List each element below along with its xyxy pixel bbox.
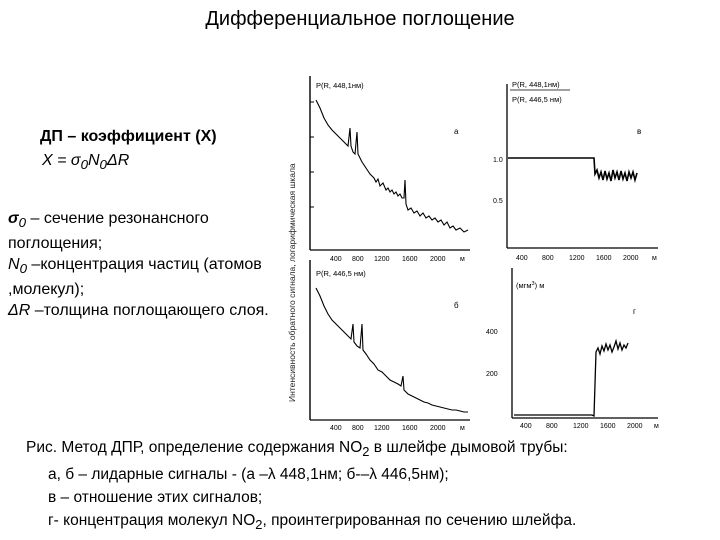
formula-sub: 0 <box>80 157 88 173</box>
x-tick: 400 <box>330 256 342 263</box>
panel-v-label-top: P(R, 448,1нм) <box>512 80 560 89</box>
x-tick: 1600 <box>402 256 418 263</box>
panel-v-label-bottom: P(R, 446,5 нм) <box>512 95 562 104</box>
definition-heading: ДП – коэффициент (X) <box>40 128 217 145</box>
panel-g <box>486 268 659 430</box>
x-tick: 2000 <box>627 423 643 430</box>
x-unit: м <box>460 425 465 432</box>
slide-title: Дифференциальное поглощение <box>205 8 515 30</box>
sigma-description: – сечение резонансного поглощения; <box>8 210 209 253</box>
formula-part: ΔR <box>106 152 130 169</box>
x-tick: 800 <box>352 256 364 263</box>
caption-text: в шлейфе дымовой трубы: <box>369 439 568 456</box>
x-unit: м <box>654 423 659 430</box>
panel-a-letter: а <box>454 127 459 136</box>
panel-g-y-tick: 400 <box>486 329 498 336</box>
label-part: ) м <box>534 281 545 290</box>
panel-a-signal-curve <box>316 100 468 232</box>
panel-v-ratio-curve <box>508 158 637 181</box>
caption-text: , проинтегрированная по сечению шлейфа. <box>262 512 577 530</box>
panel-a-signal-label: P(R, 448,1нм) <box>316 81 364 90</box>
caption-text: г- концентрация молекул NO <box>48 512 256 530</box>
x-tick: 2000 <box>623 255 639 262</box>
caption-text: Рис. Метод ДПР, определение содержания NO <box>26 439 363 456</box>
sigma-subscript: 0 <box>18 215 27 231</box>
formula-part: X = σ <box>42 152 81 169</box>
lidar-figure <box>280 62 690 432</box>
x-tick: 800 <box>352 425 364 432</box>
panel-v-letter: в <box>637 127 642 136</box>
x-tick: 2000 <box>430 256 446 263</box>
panel-b-x-ticks <box>330 425 465 432</box>
caption-sub: 2 <box>362 444 370 460</box>
x-unit: м <box>652 255 657 262</box>
label-sup: 3 <box>531 281 535 287</box>
dr-symbol: ΔR <box>8 302 31 320</box>
x-tick: 1200 <box>573 423 589 430</box>
x-tick: 1200 <box>374 256 390 263</box>
caption-line-1 <box>22 436 712 463</box>
formula-part: N <box>87 152 100 169</box>
panel-v-y-tick: 0.5 <box>493 198 503 205</box>
x-tick: 1600 <box>402 425 418 432</box>
panel-v-y-tick: 1.0 <box>493 157 503 164</box>
panel-b-signal-label: P(R, 446,5 нм) <box>316 269 366 278</box>
panel-v-x-ticks <box>516 255 657 262</box>
n-description: –концентрация частиц (атомов ,молекул); <box>8 256 262 299</box>
x-tick: 1200 <box>569 255 585 262</box>
n-subscript: 0 <box>19 261 27 277</box>
panel-g-label <box>516 281 544 290</box>
sigma-symbol: σ <box>8 210 19 227</box>
caption-line-4 <box>22 509 712 536</box>
caption-sub: 2 <box>255 517 263 533</box>
panel-g-y-tick: 200 <box>486 371 498 378</box>
panel-b <box>310 260 470 432</box>
panel-g-letter: г <box>633 307 636 316</box>
x-unit: м <box>460 256 465 263</box>
label-part: (мгм <box>516 281 532 290</box>
x-tick: 800 <box>542 255 554 262</box>
caption-line-3: в – отношение этих сигналов; <box>48 489 263 507</box>
caption-line-2: а, б – лидарные сигналы - (а –λ 448,1нм; б-–λ 446,5нм); <box>48 466 449 484</box>
figure-caption <box>22 436 712 536</box>
panel-b-letter: б <box>454 301 459 310</box>
dr-description: –толщина поглощающего слоя. <box>30 302 269 320</box>
definition-formula <box>42 152 129 172</box>
panel-a-x-ticks <box>330 256 465 263</box>
formula-sub: 0 <box>99 157 107 173</box>
panel-g-x-ticks <box>520 423 659 430</box>
panel-g-concentration-curve <box>514 341 628 416</box>
x-tick: 400 <box>516 255 528 262</box>
symbol-legend <box>8 208 280 321</box>
x-tick: 1200 <box>374 425 390 432</box>
x-tick: 1600 <box>596 255 612 262</box>
x-tick: 400 <box>520 423 532 430</box>
figure-y-axis-label: Интенсивность обратного сигнала, логарифмическая шкала <box>287 163 297 402</box>
n-symbol: N <box>8 256 20 274</box>
x-tick: 400 <box>330 425 342 432</box>
x-tick: 800 <box>546 423 558 430</box>
panel-b-signal-curve <box>316 288 468 412</box>
x-tick: 2000 <box>430 425 446 432</box>
panel-v <box>493 80 658 262</box>
x-tick: 1600 <box>600 423 616 430</box>
panel-a <box>310 76 470 263</box>
